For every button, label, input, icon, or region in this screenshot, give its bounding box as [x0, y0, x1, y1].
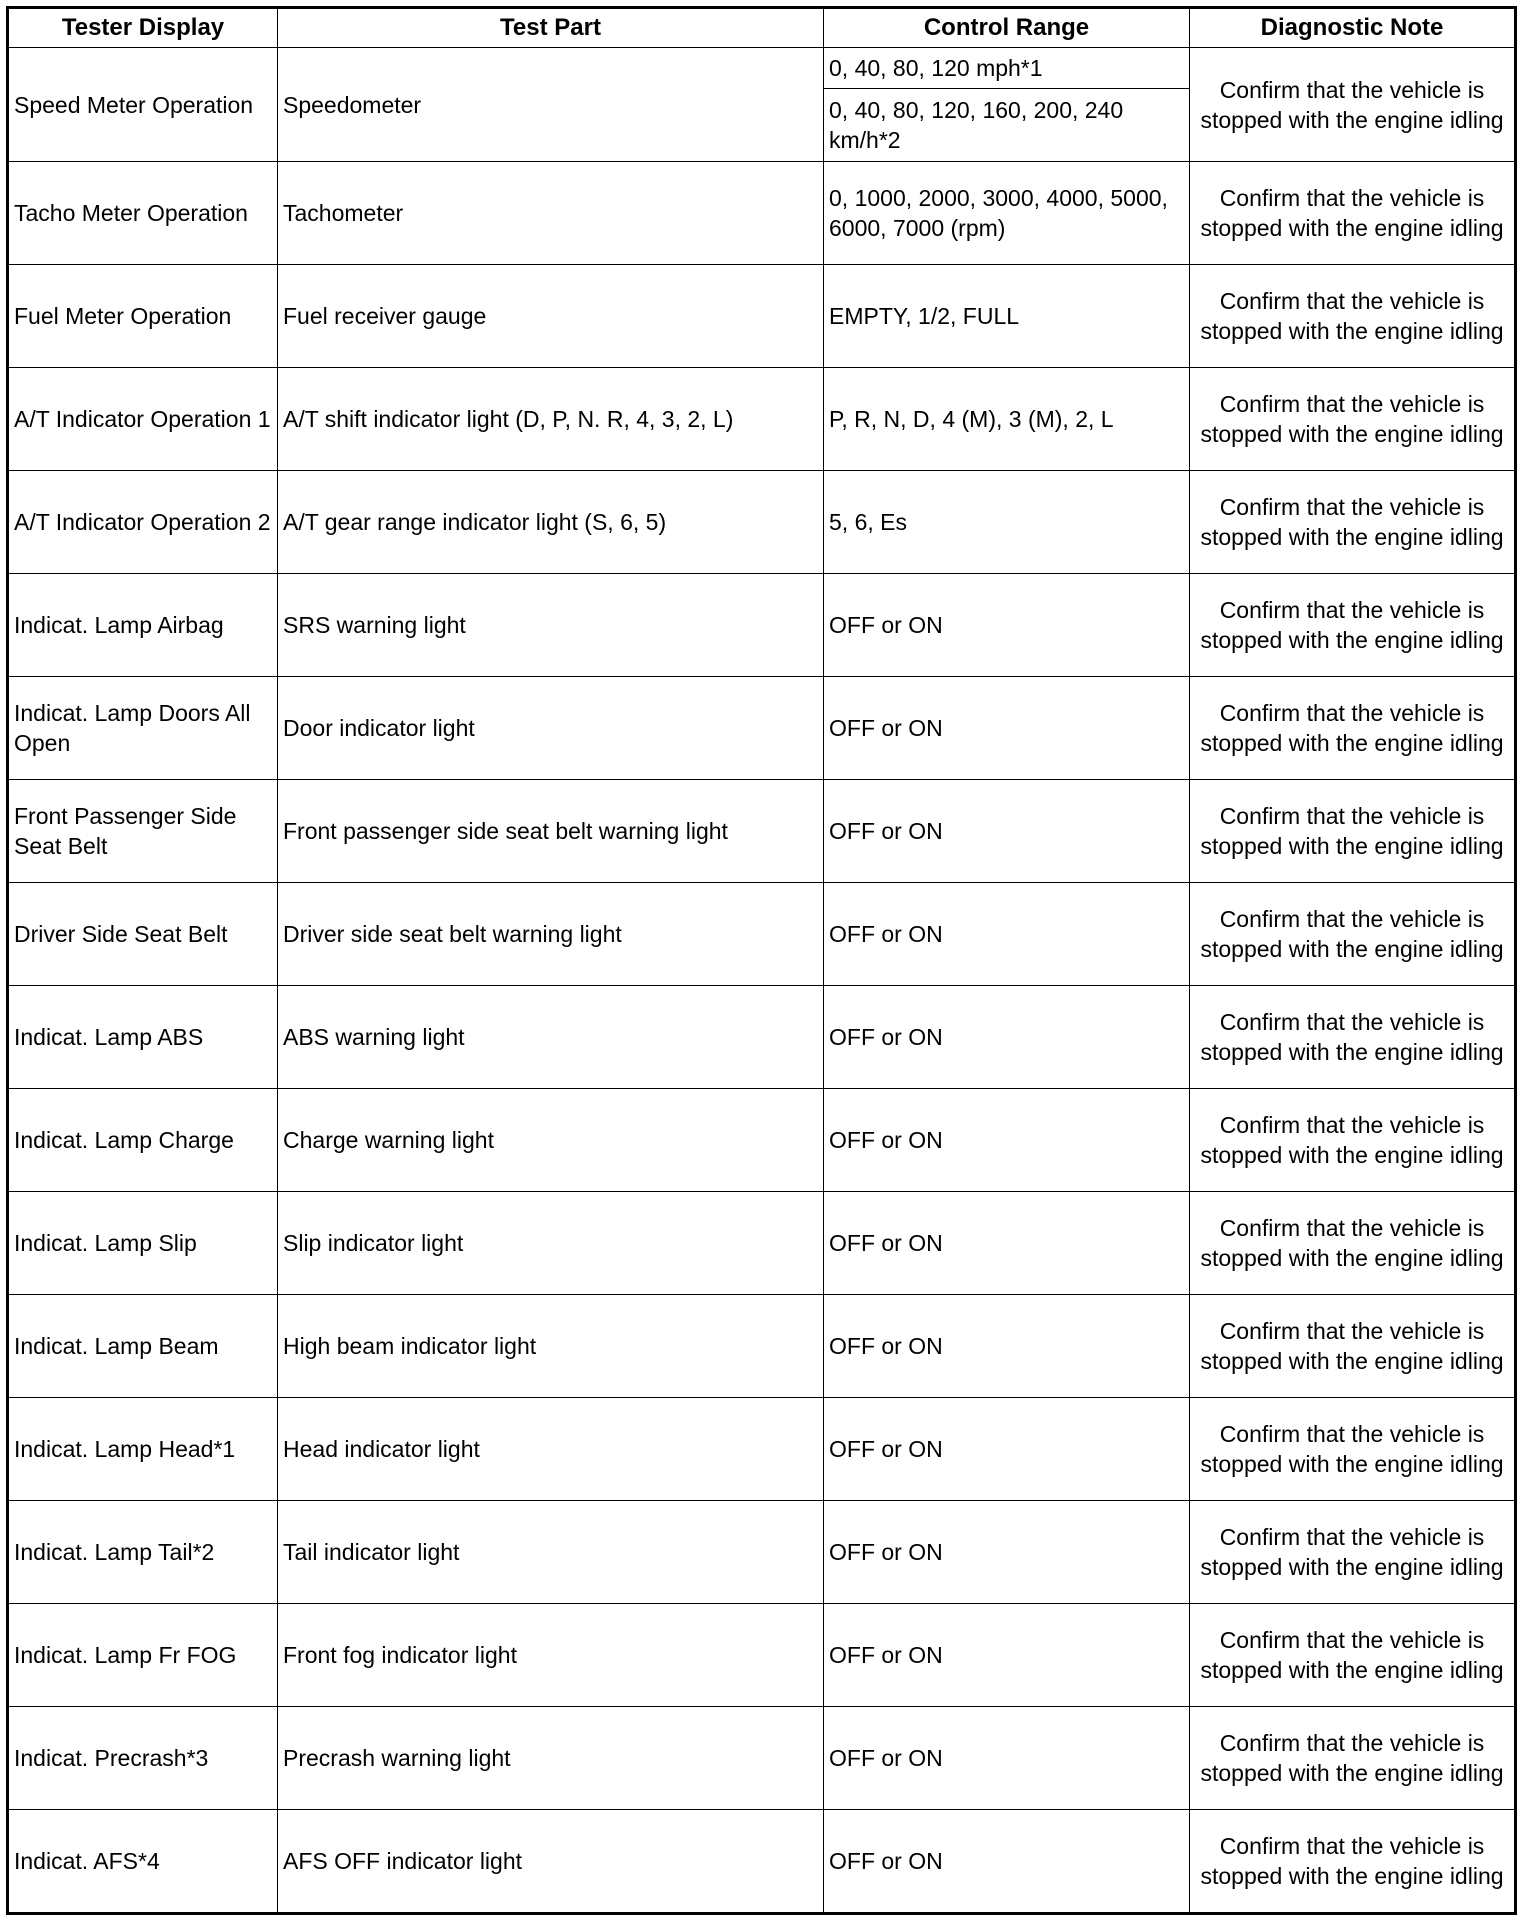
control-range-cell: OFF or ON	[824, 1089, 1190, 1192]
table-row	[8, 368, 1516, 471]
diagnostic-note-cell: Confirm that the vehicle is stopped with the engine idling	[1190, 986, 1516, 1089]
control-range-mph-cell: 0, 40, 80, 120 mph*1	[824, 48, 1190, 89]
tester-display-cell: A/T Indicator Operation 2	[8, 471, 278, 574]
control-range-cell: OFF or ON	[824, 1707, 1190, 1810]
tester-display-cell: Fuel Meter Operation	[8, 265, 278, 368]
diagnostic-note-cell: Confirm that the vehicle is stopped with the engine idling	[1190, 1398, 1516, 1501]
control-range-cell: OFF or ON	[824, 1398, 1190, 1501]
diagnostic-note-cell: Confirm that the vehicle is stopped with the engine idling	[1190, 1501, 1516, 1604]
control-range-cell: OFF or ON	[824, 780, 1190, 883]
test-part-cell: Charge warning light	[278, 1089, 824, 1192]
test-part-cell: Driver side seat belt warning light	[278, 883, 824, 986]
test-part-cell: Speedometer	[278, 48, 824, 162]
test-part-cell: A/T gear range indicator light (S, 6, 5)	[278, 471, 824, 574]
tester-display-cell: Speed Meter Operation	[8, 48, 278, 162]
tester-display-cell: Tacho Meter Operation	[8, 162, 278, 265]
tester-display-cell: Indicat. Lamp Head*1	[8, 1398, 278, 1501]
diagnostic-note-cell: Confirm that the vehicle is stopped with the engine idling	[1190, 1604, 1516, 1707]
tester-display-cell: Indicat. Lamp ABS	[8, 986, 278, 1089]
control-range-cell: OFF or ON	[824, 1295, 1190, 1398]
diagnostic-note-cell: Confirm that the vehicle is stopped with the engine idling	[1190, 883, 1516, 986]
control-range-cell: OFF or ON	[824, 1501, 1190, 1604]
tester-display-cell: Indicat. Lamp Charge	[8, 1089, 278, 1192]
diagnostic-note-cell: Confirm that the vehicle is stopped with the engine idling	[1190, 1192, 1516, 1295]
control-range-cell: OFF or ON	[824, 1810, 1190, 1914]
control-range-cell: OFF or ON	[824, 883, 1190, 986]
tester-display-cell: Driver Side Seat Belt	[8, 883, 278, 986]
tester-display-cell: Indicat. Lamp Slip	[8, 1192, 278, 1295]
table-row	[8, 883, 1516, 986]
test-part-cell: Head indicator light	[278, 1398, 824, 1501]
control-range-cell: OFF or ON	[824, 986, 1190, 1089]
table-row	[8, 1810, 1516, 1914]
table-row-speed-meter	[8, 48, 1516, 89]
test-part-cell: Tail indicator light	[278, 1501, 824, 1604]
table-row	[8, 574, 1516, 677]
diagnostic-note-cell: Confirm that the vehicle is stopped with the engine idling	[1190, 1707, 1516, 1810]
table-row	[8, 986, 1516, 1089]
test-part-cell: Precrash warning light	[278, 1707, 824, 1810]
table-row	[8, 1501, 1516, 1604]
diagnostic-note-cell: Confirm that the vehicle is stopped with the engine idling	[1190, 265, 1516, 368]
test-part-cell: Slip indicator light	[278, 1192, 824, 1295]
tester-display-cell: A/T Indicator Operation 1	[8, 368, 278, 471]
table-row	[8, 1398, 1516, 1501]
tester-display-cell: Indicat. Lamp Doors All Open	[8, 677, 278, 780]
header-tester-display: Tester Display	[8, 8, 278, 48]
diagnostic-note-cell: Confirm that the vehicle is stopped with the engine idling	[1190, 780, 1516, 883]
diagnostic-table	[6, 6, 1517, 1915]
diagnostic-note-cell: Confirm that the vehicle is stopped with the engine idling	[1190, 1810, 1516, 1914]
diagnostic-note-cell: Confirm that the vehicle is stopped with the engine idling	[1190, 368, 1516, 471]
control-range-cell: OFF or ON	[824, 1604, 1190, 1707]
control-range-kmh-cell: 0, 40, 80, 120, 160, 200, 240 km/h*2	[824, 89, 1190, 162]
table-row	[8, 265, 1516, 368]
header-control-range: Control Range	[824, 8, 1190, 48]
header-test-part: Test Part	[278, 8, 824, 48]
table-row	[8, 1604, 1516, 1707]
test-part-cell: Fuel receiver gauge	[278, 265, 824, 368]
table-row	[8, 471, 1516, 574]
tester-display-cell: Indicat. Lamp Tail*2	[8, 1501, 278, 1604]
diagnostic-note-cell: Confirm that the vehicle is stopped with the engine idling	[1190, 1295, 1516, 1398]
test-part-cell: Front fog indicator light	[278, 1604, 824, 1707]
control-range-cell: P, R, N, D, 4 (M), 3 (M), 2, L	[824, 368, 1190, 471]
table-row	[8, 780, 1516, 883]
table-body	[8, 48, 1516, 1914]
tester-display-cell: Indicat. Lamp Fr FOG	[8, 1604, 278, 1707]
control-range-cell: OFF or ON	[824, 1192, 1190, 1295]
test-part-cell: High beam indicator light	[278, 1295, 824, 1398]
test-part-cell: SRS warning light	[278, 574, 824, 677]
diagnostic-note-cell: Confirm that the vehicle is stopped with the engine idling	[1190, 471, 1516, 574]
table-row	[8, 1192, 1516, 1295]
test-part-cell: Door indicator light	[278, 677, 824, 780]
tester-display-cell: Indicat. Lamp Airbag	[8, 574, 278, 677]
table-row	[8, 1707, 1516, 1810]
diagnostic-note-cell: Confirm that the vehicle is stopped with the engine idling	[1190, 677, 1516, 780]
tester-display-cell: Indicat. Lamp Beam	[8, 1295, 278, 1398]
table-row	[8, 1295, 1516, 1398]
diagnostic-note-cell: Confirm that the vehicle is stopped with the engine idling	[1190, 1089, 1516, 1192]
tester-display-cell: Indicat. Precrash*3	[8, 1707, 278, 1810]
table-row	[8, 162, 1516, 265]
control-range-cell: 0, 1000, 2000, 3000, 4000, 5000, 6000, 7000 (rpm)	[824, 162, 1190, 265]
tester-display-cell: Indicat. AFS*4	[8, 1810, 278, 1914]
diagnostic-note-cell: Confirm that the vehicle is stopped with the engine idling	[1190, 574, 1516, 677]
test-part-cell: Front passenger side seat belt warning light	[278, 780, 824, 883]
header-diagnostic-note: Diagnostic Note	[1190, 8, 1516, 48]
table-row	[8, 1089, 1516, 1192]
control-range-cell: OFF or ON	[824, 677, 1190, 780]
document-page	[6, 6, 1514, 1904]
tester-display-cell: Front Passenger Side Seat Belt	[8, 780, 278, 883]
test-part-cell: AFS OFF indicator light	[278, 1810, 824, 1914]
control-range-cell: OFF or ON	[824, 574, 1190, 677]
control-range-cell: EMPTY, 1/2, FULL	[824, 265, 1190, 368]
control-range-cell: 5, 6, Es	[824, 471, 1190, 574]
header-row	[8, 8, 1516, 48]
table-row	[8, 677, 1516, 780]
diagnostic-note-cell: Confirm that the vehicle is stopped with the engine idling	[1190, 48, 1516, 162]
test-part-cell: A/T shift indicator light (D, P, N. R, 4, 3, 2, L)	[278, 368, 824, 471]
test-part-cell: Tachometer	[278, 162, 824, 265]
diagnostic-note-cell: Confirm that the vehicle is stopped with the engine idling	[1190, 162, 1516, 265]
test-part-cell: ABS warning light	[278, 986, 824, 1089]
